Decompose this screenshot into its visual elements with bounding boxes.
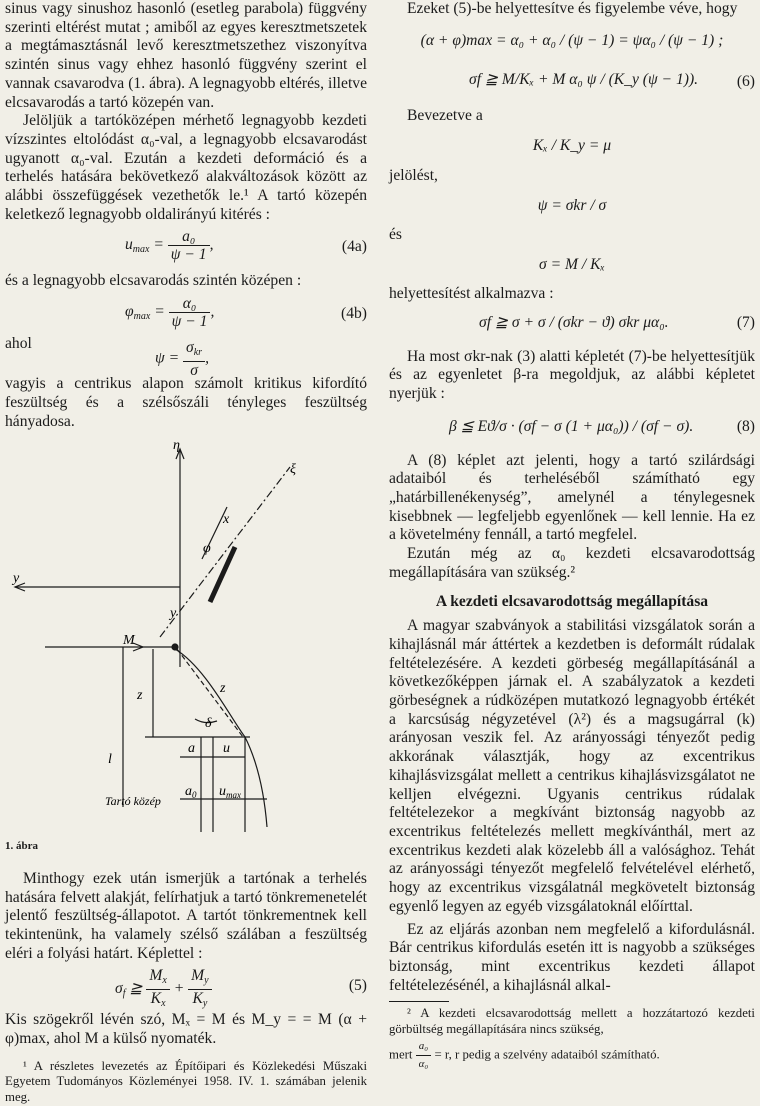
equation-psi: ahol ψ = $\frac{\sigma_{kr}}{\sigma}$ , (5, 335, 209, 380)
phi-label: φ (203, 541, 211, 557)
eq-subscript: y (204, 975, 209, 987)
right-column (389, 0, 755, 1073)
eq-numerator: M (149, 967, 163, 985)
footnote-line (389, 1038, 755, 1073)
eq-subscript: kr (193, 347, 203, 359)
equation-number: (5) (348, 977, 367, 995)
eq-denominator: ψ − 1 (171, 313, 208, 331)
figure-1 (5, 437, 367, 837)
z-label-curve: z (220, 681, 226, 697)
eq-subscript: x (161, 998, 166, 1010)
equation-number: (6) (736, 72, 755, 90)
z-label: z (137, 688, 143, 704)
eq-fraction (183, 339, 205, 379)
eq-numerator: M (191, 967, 205, 985)
figure-caption: 1. ábra (5, 840, 38, 853)
eq-denominator: σ (190, 362, 198, 380)
eta-label: η (173, 438, 180, 454)
y-label-left: y (13, 571, 20, 587)
eq-body: β ≦ Eϑ/σ · (σf − σ (1 + μα₀)) / (σf − σ). (449, 417, 694, 435)
u-label: u (223, 741, 230, 757)
eq-denominator: α₀ (418, 1057, 429, 1070)
equation-alpha-phi: (α + φ)max = α₀ + α₀ / (ψ − 1) = ψα₀ / (ψ − 1) ; (420, 31, 724, 49)
y-label-axis: y (170, 606, 177, 622)
umax-subscript: max (226, 790, 241, 801)
eq-numerator: a₀ (168, 228, 210, 246)
footnote: ² A kezdeti elcsavarodottság mellett a hozzátartozó kezdeti görbültség megállapítására nincs szükség, (389, 1006, 755, 1036)
paragraph: vagyis a centrikus alapon számolt kritikus kifordító feszültség és a szélsőszáli tényleges feszültség hányadosa. (5, 375, 367, 430)
paragraph: Ezeket (5)-be helyettesítve és figyelembe véve, hogy (407, 0, 738, 17)
a-label: a (188, 741, 195, 757)
equation-number: (7) (736, 313, 755, 331)
eq-fraction (146, 967, 169, 1012)
equation-7 (389, 304, 755, 348)
a0-subscript: 0 (192, 790, 197, 801)
left-column (5, 0, 367, 1106)
mid-label: Tartó közép (105, 794, 161, 809)
eq-symbol: u (125, 236, 133, 254)
eq-symbol: φ (125, 303, 134, 321)
eq-fraction (168, 228, 210, 263)
beam-curve (175, 649, 267, 827)
eq-numerator: α₀ (169, 295, 211, 313)
eq-body: σf ≧ σ + σ / (σkr − ϑ) σkr μα₀. (479, 313, 669, 331)
equation-sigma: σ = M / Kₓ (539, 255, 605, 273)
equation-6 (389, 63, 755, 107)
equation-5: $\sigma_f$ ≧ $\frac{M_x}{K_x}$ + $\frac{M_y}{K_y}$ (5) (5, 967, 367, 1011)
eq-subscript: max (132, 244, 150, 256)
m-label: M (123, 633, 135, 649)
eq-fraction (188, 967, 211, 1012)
paragraph: A (8) képlet azt jelenti, hogy a tartó szilárdsági adataiból és terheléséből számítható egy „határbillenékenység”, amelynél a ténylegesnek kisebbnek — legfeljebb egyenlőnek — kell lennie. Ha ez a követelmény fennáll, a tartó megfelel. (389, 451, 755, 544)
text-helyettesitest: helyettesítést alkalmazva : (389, 284, 554, 302)
point-m (172, 644, 178, 650)
text-ahol: ahol (5, 335, 32, 353)
eq-subscript: f (122, 988, 126, 1000)
eq-fraction (416, 1038, 432, 1073)
text-es: és (389, 226, 402, 244)
l-label: l (108, 752, 112, 768)
x-label: x (223, 512, 230, 528)
a0-label: a (185, 784, 192, 800)
equation-number: (4b) (341, 305, 367, 323)
eq-denominator: K (150, 990, 162, 1008)
equation-number: (4a) (341, 238, 367, 256)
paragraph: és a legnagyobb elcsavarodás szintén középen : (5, 272, 302, 290)
footnote: ¹ A részletes levezetés az Építőipari és Közlekedési Műszaki Egyetem Tudományos Közleményei 1958. IV. 1. számában jelenik meg. (5, 1058, 367, 1105)
equation-8 (389, 408, 755, 452)
section-heading: A kezdeti elcsavarodottság megállapítása (435, 592, 709, 610)
eq-numerator: σ (186, 339, 194, 357)
eq-subscript: max (133, 311, 151, 323)
umax-label: u (219, 784, 226, 800)
paragraph: Ez az eljárás azonban nem megfelelő a kifordulásnál. Bár centrikus kifordulás esetén itt is nagyobb a szükséges biztonság, mint excentrikus kezdeti állapot feltételezésénél, a kihajlásnál alkal- (389, 920, 755, 994)
paragraph: A magyar szabványok a stabilitási vizsgálatok során a kihajlásnál már áttértek a kezdetben is deformált rúdalak feltételezésére. A kezdeti görbeség megállapításánál a következőképpen járnak el. A szabályzatok a kezdeti görbeségnek a rúdközépen mutatkozó legnagyobb értékét a karcsúság négyzetével (λ²) és a magsugárral (k) arányosan veszik fel. Az arányossági tényezőt pedig akkorának választják, hogy az excentrikus kihajlásvizsgálat mellett a centrikus kihajlásvizsgálatot ne kelljen elvégezni. Ugyanis centrikus rúdalak feltételezekor a megkívánt biztonság nagyobb az excentrikus feltételezés mellett megkívánthál, mert az excentrikus kezdeti alak közelebb áll a valósághoz. Tehát az arányossági tényezőt megfelelő felvételével elérhető, hogy az excentrikus vizsgálatnál megkövetelt biztonság egyenlő legyen az egyéb vizsgálatoknál előírttal. (389, 617, 755, 915)
paragraph: Minthogy ezek után ismerjük a tartónak a terhelés hatására felvett alakját, felírhatjuk a tartó tönkremenetelét jelentő feszültség-állapotot. A tartót tönkrementnek kell tekintenünk, ha valamely szélső szálában a feszültség eléri a folyási határt. Képlettel : (5, 869, 367, 962)
delta-label: δ (205, 716, 212, 732)
equation-number: (8) (736, 417, 755, 435)
eq-denominator: K (192, 990, 203, 1008)
xi-label: ξ (290, 462, 296, 478)
paragraph: Ezután még az α₀ kezdeti elcsavarodottság megállapítására van szükség.² (389, 545, 755, 581)
paragraph: Kis szögekről lévén szó, Mₓ = M és M_y = = M (α + φ)max, ahol M a külső nyomaték. (5, 1011, 367, 1048)
footnote-text: mert (389, 1046, 413, 1061)
text-bevezetve: Bevezetve a (407, 106, 483, 124)
footnote-text: = r, r pedig a szelvény adataiból számítható. (434, 1046, 660, 1061)
svg-text:a0 (185, 784, 197, 800)
text-jelolest: jelölést, (389, 167, 438, 185)
eq-denominator: ψ − 1 (170, 246, 207, 264)
paragraph: Ha most σkr-nak (3) alatti képletét (7)-be helyettesítjük és az egyenletet β-ra megoldjuk, az alábbi képletet nyerjük : (389, 347, 755, 402)
paragraph: sinus vagy sinushoz hasonló (esetleg parabola) függvény szerinti eltérést mutat ; amiből az egyes keresztmetszetek a megtámasztásnál levő keresztmetszethez viszonyítva szintén sinus vagy ehhez hasonló függvény szerint el vannak csavarodva (1. ábra). A legnagyobb eltérés, illetve elcsavarodás a tartó közepén van. (5, 0, 367, 111)
eq-symbol: σ (115, 980, 123, 998)
equation-4a: $u_{max}$ = $\frac{\text{a₀}}{\psi - 1}$ , (4a) (125, 228, 367, 264)
eq-subscript: y (202, 998, 208, 1010)
equation-4b: $\varphi_{max}$ = $\frac{\text{α₀}}{\psi - 1}$ , (4b) (125, 295, 367, 331)
svg-text:umax (219, 784, 241, 800)
eq-numerator: a₀ (416, 1038, 432, 1056)
eq-body: σf ≧ M/Kₓ + M α₀ ψ / (K_y (ψ − 1)). (469, 70, 699, 88)
eq-subscript: x (162, 975, 167, 987)
equation-psi-right: ψ = σkr / σ (537, 197, 607, 215)
footnote-rule (389, 1001, 449, 1002)
equation-mu: Kₓ / K_y = μ (532, 137, 612, 155)
eq-fraction (169, 295, 211, 330)
paragraph: Jelöljük a tartóközépen mérhető legnagyobb kezdeti vízszintes eltolódást α₀-val, a legnagyobb elcsavarodást ugyanott α₀-val. Ezután a kezdeti deformáció és a terhelés hatására bekövetkező alakváltozások között az alábbi összefüggések vezethetők le.¹ A tartó közepén keletkező legnagyobb oldalirányú kitérés : (5, 112, 367, 223)
